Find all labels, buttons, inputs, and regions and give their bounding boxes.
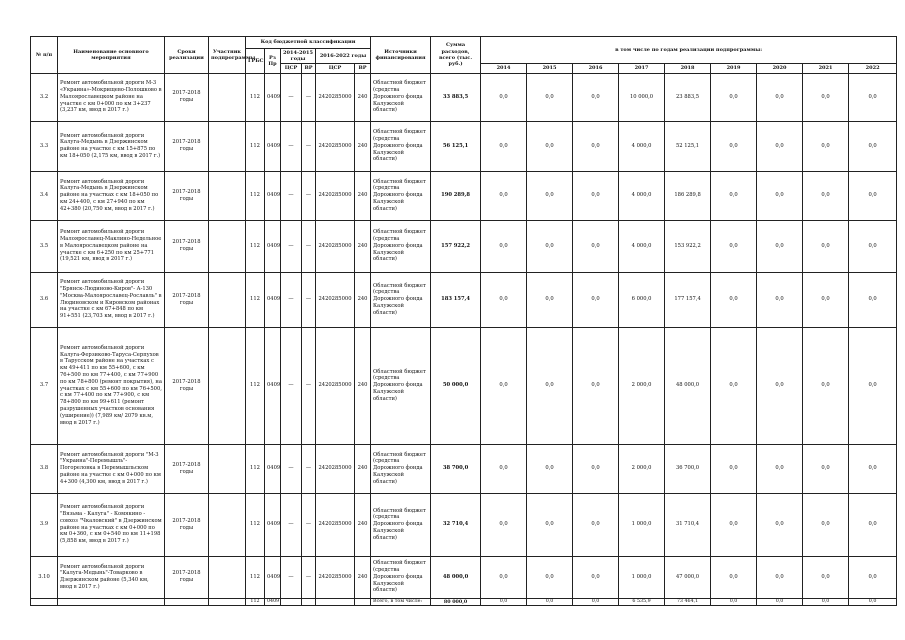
row-vr-b: 240 (355, 73, 371, 121)
row-rzpr: 0409 (265, 121, 281, 171)
row-year-value: 177 157,4 (665, 272, 711, 327)
row-grbs: 112 (246, 556, 265, 598)
row-year-value: 0,0 (757, 327, 803, 444)
row-participant (209, 327, 246, 444)
row-source: Областной бюджет (средства Дорожного фонда Калужской области) (371, 493, 431, 556)
row-name: Ремонт автомобильной дороги М-3 «Украина»-Мокрищево-Полошково в Малоярославецком районе на участке с км 0+000 по км 3+237 (3,237 км, ввод в 2017 г.) (58, 73, 165, 121)
row-source: Областной бюджет (средства Дорожного фонда Калужской области) (371, 556, 431, 598)
row-vr-a: — (302, 171, 316, 220)
row-year-value: 0,0 (803, 272, 849, 327)
table-row (31, 73, 897, 121)
row-rzpr: 0409 (265, 272, 281, 327)
total-year-value: 0,0 (527, 598, 573, 605)
row-terms: 2017-2018 годы (165, 171, 209, 220)
row-year-value: 186 289,8 (665, 171, 711, 220)
row-grbs: 112 (246, 493, 265, 556)
row-csr-a: — (281, 327, 302, 444)
row-vr-a: — (302, 220, 316, 272)
header-year: 2022 (849, 64, 897, 73)
header-period-b: 2016-2022 годы (316, 49, 371, 64)
row-year-value: 0,0 (757, 220, 803, 272)
row-year-value: 0,0 (849, 272, 897, 327)
row-name: Ремонт автомобильной дороги Калуга-Ферзиково-Таруса-Серпухов в Тарусском районе на участках с км 49+411 по км 55+600, с км 76+500 по км 77+400, с км 77+900 по км 78+800 (ремонт покрытия), на участках с км 55+600 по км 76+500, с км 77+400 по км 77+900, с км 78+800 по км 99+611 (ремонт разрушенных участков основания (уширение)) (7,989 км/ 2079 кв.м, ввод в 2017 г.) (58, 327, 165, 444)
header-num: № п/п (31, 37, 58, 74)
row-vr-a: — (302, 444, 316, 493)
row-year-value: 2 000,0 (619, 444, 665, 493)
total-year-value: 0,0 (849, 598, 897, 605)
row-vr-a: — (302, 272, 316, 327)
row-year-value: 10 000,0 (619, 73, 665, 121)
total-empty (31, 598, 58, 605)
header-year: 2020 (757, 64, 803, 73)
table-header (31, 37, 897, 74)
row-year-value: 0,0 (849, 121, 897, 171)
total-year-value: 0,0 (481, 598, 527, 605)
subprogram-table (30, 36, 897, 606)
row-total: 157 922,2 (431, 220, 481, 272)
row-total: 190 289,8 (431, 171, 481, 220)
header-year: 2019 (711, 64, 757, 73)
row-participant (209, 493, 246, 556)
row-csr-a: — (281, 556, 302, 598)
row-participant (209, 220, 246, 272)
row-participant (209, 444, 246, 493)
row-total: 50 000,0 (431, 327, 481, 444)
row-rzpr: 0409 (265, 493, 281, 556)
header-csr-b: ЦСР (316, 64, 355, 73)
header-participant: Участник подпрограммы (209, 37, 246, 74)
row-rzpr: 0409 (265, 171, 281, 220)
row-year-value: 0,0 (481, 444, 527, 493)
row-year-value: 0,0 (573, 327, 619, 444)
row-year-value: 0,0 (527, 556, 573, 598)
row-year-value: 0,0 (573, 73, 619, 121)
table-row (31, 493, 897, 556)
header-year: 2016 (573, 64, 619, 73)
total-year-value: 6 535,9 (619, 598, 665, 605)
row-year-value: 23 883,5 (665, 73, 711, 121)
row-year-value: 0,0 (711, 327, 757, 444)
header-total: Сумма расходов, всего (тыс. руб.) (431, 37, 481, 74)
table-row (31, 444, 897, 493)
row-year-value: 0,0 (527, 121, 573, 171)
row-year-value: 2 000,0 (619, 327, 665, 444)
total-empty (316, 598, 355, 605)
row-rzpr: 0409 (265, 556, 281, 598)
row-year-value: 0,0 (527, 73, 573, 121)
row-vr-b: 240 (355, 444, 371, 493)
row-name: Ремонт автомобильной дороги "Брянск-Людиново-Киров"- А-130 "Москва-Малоярославец-Рославль" в Людиновском и Кировском районах на участке с км 67+848 по км 91+551 (23,703 км, ввод в 2017 г.) (58, 272, 165, 327)
row-name: Ремонт автомобильной дороги Калуга-Медынь в Дзержинском районе на участке с км 15+875 по км 18+050 (2,175 км, ввод в 2017 г.) (58, 121, 165, 171)
total-year-value: 73 464,1 (665, 598, 711, 605)
row-csr-b: 2420285000 (316, 556, 355, 598)
row-year-value: 0,0 (803, 493, 849, 556)
row-year-value: 0,0 (711, 556, 757, 598)
table-row (31, 556, 897, 598)
row-participant (209, 121, 246, 171)
row-source: Областной бюджет (средства Дорожного фонда Калужской области) (371, 73, 431, 121)
row-year-value: 0,0 (849, 327, 897, 444)
row-grbs: 112 (246, 272, 265, 327)
row-participant (209, 272, 246, 327)
row-total: 183 157,4 (431, 272, 481, 327)
row-terms: 2017-2018 годы (165, 327, 209, 444)
header-rzpr: Рз Пр (265, 49, 281, 74)
row-year-value: 0,0 (481, 493, 527, 556)
row-rzpr: 0409 (265, 444, 281, 493)
row-year-value: 1 000,0 (619, 493, 665, 556)
row-total: 32 710,4 (431, 493, 481, 556)
row-year-value: 0,0 (849, 73, 897, 121)
row-vr-b: 240 (355, 272, 371, 327)
row-grbs: 112 (246, 327, 265, 444)
total-empty (209, 598, 246, 605)
total-grbs: 112 (246, 598, 265, 605)
row-csr-b: 2420285000 (316, 327, 355, 444)
row-year-value: 0,0 (711, 444, 757, 493)
row-rzpr: 0409 (265, 220, 281, 272)
header-period-a: 2014-2015 годы (281, 49, 316, 64)
header-budget-code: Код бюджетной классификации (246, 37, 371, 49)
row-name: Ремонт автомобильной дороги Малоярославец-Маклино-Недельное в Малоярославецком районе на участке с км 6+250 по км 25+771 (19,521 км, ввод в 2017 г.) (58, 220, 165, 272)
row-year-value: 0,0 (803, 444, 849, 493)
row-year-value: 48 000,0 (665, 327, 711, 444)
row-year-value: 1 000,0 (619, 556, 665, 598)
row-year-value: 47 000,0 (665, 556, 711, 598)
row-year-value: 0,0 (803, 171, 849, 220)
row-year-value: 6 000,0 (619, 272, 665, 327)
row-name: Ремонт автомобильной дороги "М-3 "Украина"-Перемышль"-Погореловка в Перемышльском районе на участке с км 0+000 по км 4+300 (4,300 км, ввод в 2017 г.) (58, 444, 165, 493)
header-name: Наименование основного мероприятия (58, 37, 165, 74)
row-grbs: 112 (246, 444, 265, 493)
row-csr-b: 2420285000 (316, 272, 355, 327)
row-year-value: 0,0 (849, 220, 897, 272)
header-vr-b: ВР (355, 64, 371, 73)
total-year-value: 0,0 (757, 598, 803, 605)
row-year-value: 0,0 (481, 272, 527, 327)
row-year-value: 0,0 (803, 220, 849, 272)
table-row (31, 171, 897, 220)
total-empty (58, 598, 165, 605)
table-row (31, 327, 897, 444)
row-year-value: 0,0 (757, 556, 803, 598)
row-vr-b: 240 (355, 327, 371, 444)
row-year-value: 0,0 (481, 73, 527, 121)
row-num: 3.7 (31, 327, 58, 444)
row-year-value: 0,0 (711, 220, 757, 272)
row-terms: 2017-2018 годы (165, 73, 209, 121)
row-csr-b: 2420285000 (316, 220, 355, 272)
row-source: Областной бюджет (средства Дорожного фонда Калужской области) (371, 171, 431, 220)
header-year: 2017 (619, 64, 665, 73)
row-year-value: 4 000,0 (619, 121, 665, 171)
row-year-value: 0,0 (711, 171, 757, 220)
row-vr-a: — (302, 493, 316, 556)
total-year-value: 0,0 (711, 598, 757, 605)
row-terms: 2017-2018 годы (165, 272, 209, 327)
row-vr-b: 240 (355, 171, 371, 220)
row-year-value: 36 700,0 (665, 444, 711, 493)
row-year-value: 0,0 (757, 272, 803, 327)
row-year-value: 0,0 (481, 171, 527, 220)
table-row (31, 220, 897, 272)
row-participant (209, 73, 246, 121)
row-year-value: 52 125,1 (665, 121, 711, 171)
total-year-value: 0,0 (803, 598, 849, 605)
row-source: Областной бюджет (средства Дорожного фонда Калужской области) (371, 272, 431, 327)
header-year: 2018 (665, 64, 711, 73)
row-csr-a: — (281, 171, 302, 220)
row-num: 3.9 (31, 493, 58, 556)
total-rzpr: 0409 (265, 598, 281, 605)
row-grbs: 112 (246, 73, 265, 121)
row-year-value: 0,0 (573, 171, 619, 220)
row-name: Ремонт автомобильной дороги Калуга-Медынь в Дзержинском районе на участках с км 18+050 по км 24+400, с км 27+940 по км 42+380 (20,750 км, ввод в 2017 г.) (58, 171, 165, 220)
row-year-value: 0,0 (527, 444, 573, 493)
row-grbs: 112 (246, 121, 265, 171)
row-year-value: 0,0 (711, 121, 757, 171)
row-vr-a: — (302, 327, 316, 444)
row-csr-a: — (281, 121, 302, 171)
row-csr-b: 2420285000 (316, 493, 355, 556)
row-year-value: 0,0 (803, 327, 849, 444)
row-participant (209, 171, 246, 220)
row-csr-b: 2420285000 (316, 444, 355, 493)
row-participant (209, 556, 246, 598)
row-year-value: 0,0 (757, 493, 803, 556)
row-year-value: 0,0 (711, 73, 757, 121)
row-year-value: 0,0 (849, 444, 897, 493)
row-total: 33 883,5 (431, 73, 481, 121)
row-year-value: 0,0 (803, 121, 849, 171)
table-body (31, 73, 897, 605)
row-year-value: 0,0 (481, 327, 527, 444)
row-csr-b: 2420285000 (316, 73, 355, 121)
header-year: 2021 (803, 64, 849, 73)
row-year-value: 0,0 (481, 220, 527, 272)
row-vr-b: 240 (355, 121, 371, 171)
row-num: 3.8 (31, 444, 58, 493)
total-empty (165, 598, 209, 605)
row-terms: 2017-2018 годы (165, 121, 209, 171)
header-sources: Источники финансирования (371, 37, 431, 74)
row-year-value: 0,0 (573, 493, 619, 556)
row-terms: 2017-2018 годы (165, 220, 209, 272)
row-grbs: 112 (246, 171, 265, 220)
row-year-value: 0,0 (711, 493, 757, 556)
row-vr-a: — (302, 121, 316, 171)
row-source: Областной бюджет (средства Дорожного фонда Калужской области) (371, 444, 431, 493)
row-num: 3.4 (31, 171, 58, 220)
row-num: 3.2 (31, 73, 58, 121)
row-year-value: 4 000,0 (619, 171, 665, 220)
table-row (31, 121, 897, 171)
row-year-value: 0,0 (481, 121, 527, 171)
row-year-value: 153 922,2 (665, 220, 711, 272)
row-source: Областной бюджет (средства Дорожного фонда Калужской области) (371, 327, 431, 444)
header-terms: Сроки реализации (165, 37, 209, 74)
row-year-value: 0,0 (573, 556, 619, 598)
header-csr-a: ЦСР (281, 64, 302, 73)
row-num: 3.3 (31, 121, 58, 171)
header-grbs: ГРБС (246, 49, 265, 74)
total-row (31, 598, 897, 605)
row-year-value: 0,0 (757, 121, 803, 171)
row-rzpr: 0409 (265, 327, 281, 444)
row-name: Ремонт автомобильной дороги "Вязьма - Калуга" - Комякино - совхоз "Чкаловский" в Дзержинском районе на участках с км 0+000 по км 0+360, с км 0+540 по км 11+198 (5,858 км, ввод в 2017 г.) (58, 493, 165, 556)
total-year-value: 0,0 (573, 598, 619, 605)
row-year-value: 0,0 (757, 444, 803, 493)
row-csr-a: — (281, 444, 302, 493)
row-total: 48 000,0 (431, 556, 481, 598)
row-year-value: 0,0 (803, 556, 849, 598)
row-num: 3.6 (31, 272, 58, 327)
row-csr-a: — (281, 73, 302, 121)
row-rzpr: 0409 (265, 73, 281, 121)
row-year-value: 0,0 (849, 493, 897, 556)
row-year-value: 0,0 (757, 73, 803, 121)
header-vr-a: ВР (302, 64, 316, 73)
row-csr-a: — (281, 272, 302, 327)
row-terms: 2017-2018 годы (165, 556, 209, 598)
row-num: 3.10 (31, 556, 58, 598)
row-vr-b: 240 (355, 220, 371, 272)
row-terms: 2017-2018 годы (165, 444, 209, 493)
row-total: 56 125,1 (431, 121, 481, 171)
row-year-value: 0,0 (527, 220, 573, 272)
row-terms: 2017-2018 годы (165, 493, 209, 556)
row-year-value: 0,0 (757, 171, 803, 220)
total-label: Всего, в том числе: (371, 598, 431, 605)
header-by-years: в том числе по годам реализации подпрограммы: (481, 37, 897, 64)
row-csr-b: 2420285000 (316, 171, 355, 220)
row-year-value: 0,0 (527, 171, 573, 220)
table-row (31, 272, 897, 327)
total-empty (302, 598, 316, 605)
row-year-value: 0,0 (849, 556, 897, 598)
row-source: Областной бюджет (средства Дорожного фонда Калужской области) (371, 220, 431, 272)
header-year: 2014 (481, 64, 527, 73)
row-year-value: 0,0 (573, 272, 619, 327)
row-year-value: 0,0 (573, 220, 619, 272)
row-csr-a: — (281, 220, 302, 272)
header-year: 2015 (527, 64, 573, 73)
row-year-value: 0,0 (527, 493, 573, 556)
row-vr-a: — (302, 556, 316, 598)
row-csr-b: 2420285000 (316, 121, 355, 171)
row-year-value: 0,0 (573, 121, 619, 171)
row-total: 38 700,0 (431, 444, 481, 493)
row-grbs: 112 (246, 220, 265, 272)
row-num: 3.5 (31, 220, 58, 272)
row-year-value: 0,0 (849, 171, 897, 220)
total-sum: 80 000,0 (431, 598, 481, 605)
row-csr-a: — (281, 493, 302, 556)
row-year-value: 0,0 (527, 327, 573, 444)
row-source: Областной бюджет (средства Дорожного фонда Калужской области) (371, 121, 431, 171)
total-empty (281, 598, 302, 605)
row-year-value: 0,0 (481, 556, 527, 598)
row-name: Ремонт автомобильной дороги "Калуга-Медынь"-Товарково в Дзержинском районе (5,340 км, ввод в 2017 г.) (58, 556, 165, 598)
row-year-value: 31 710,4 (665, 493, 711, 556)
row-year-value: 0,0 (573, 444, 619, 493)
row-year-value: 0,0 (527, 272, 573, 327)
row-vr-a: — (302, 73, 316, 121)
row-year-value: 0,0 (803, 73, 849, 121)
total-empty (355, 598, 371, 605)
row-year-value: 4 000,0 (619, 220, 665, 272)
row-year-value: 0,0 (711, 272, 757, 327)
row-vr-b: 240 (355, 556, 371, 598)
row-vr-b: 240 (355, 493, 371, 556)
